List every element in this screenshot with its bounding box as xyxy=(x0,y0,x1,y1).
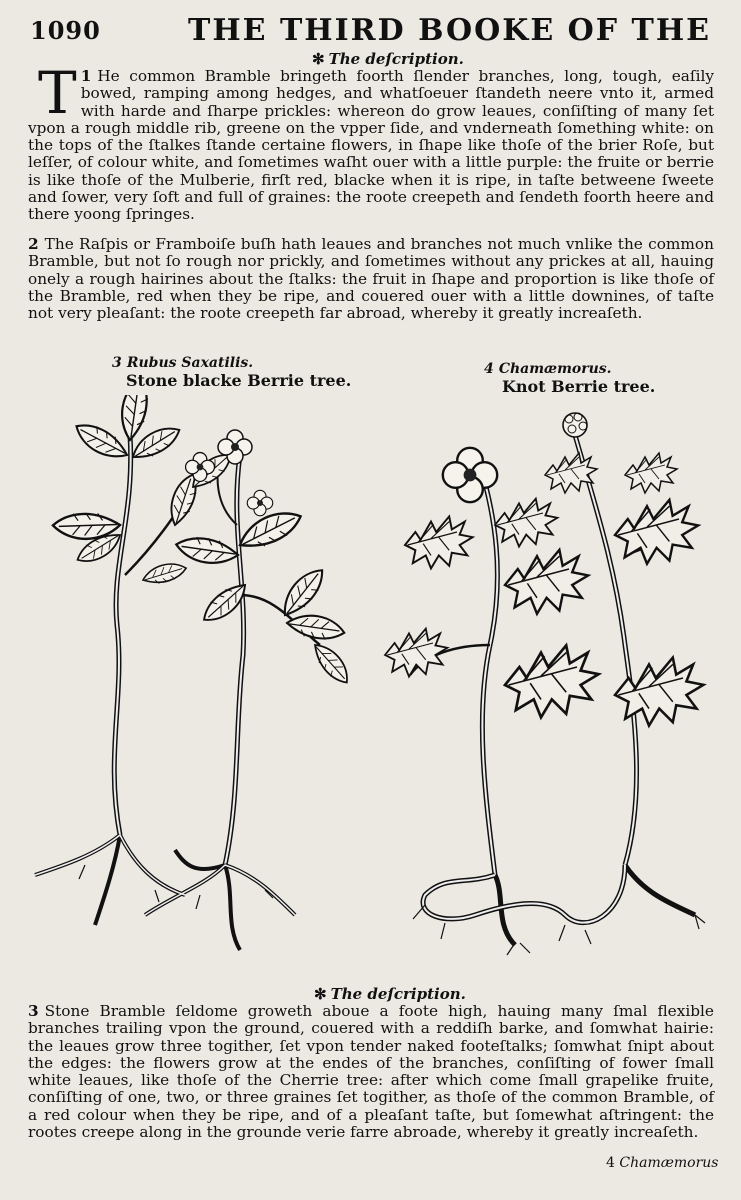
woodcut-svg xyxy=(25,395,725,965)
paragraph-number-3: 3 xyxy=(28,1002,39,1020)
catchword-number: 4 xyxy=(606,1155,615,1171)
woodcut-illustration-plate xyxy=(25,395,725,965)
section-heading-2 xyxy=(314,985,466,1003)
drop-cap-initial: T xyxy=(38,59,77,127)
figure-3-common-name: Stone blacke Berrie tree. xyxy=(126,371,352,390)
paragraph-3-text: Stone Bramble ſeldome groweth aboue a foote high, hauing many ſmal flexible branches trailing vpon the ground, couered with a reddiſh barke, and ſomwhat hairie: the leaues grow three togither, ſet vpon tender naked footeſtalks; ſomwhat ſnipt about the edges: the flowers grow at the endes of the branches, conſiſting of fower ſmall white leaues, like thoſe of the Cherrie tree: after which come ſmall grapelike fruite, conſiſting of one, two, or three graines ſet togither, as thoſe of the common Bramble, of a red colour when they be ripe, and of a pleaſant taſte, but ſomewhat aſtringent: the rootes creepe along in the grounde verie farre abroade, whereby it greatly increaſeth. xyxy=(28,1002,714,1142)
section-heading-1 xyxy=(312,50,464,68)
stone-bramble-woodcut xyxy=(35,395,352,950)
asterism-icon: ✻ xyxy=(312,50,325,68)
description-paragraph-3 xyxy=(28,1003,714,1141)
figure-3-number: 3 xyxy=(112,355,122,371)
figure-4-latin-name: Chamæmorus. xyxy=(498,361,612,377)
figure-caption-3 xyxy=(112,352,351,390)
figure-3-latin-name: Rubus Saxatilis. xyxy=(126,355,254,371)
knot-berrie-woodcut xyxy=(385,413,705,955)
figure-4-common-name: Knot Berrie tree. xyxy=(502,377,656,396)
catchword-text: Chamæmorus xyxy=(619,1155,719,1171)
page-number: 1090 xyxy=(30,16,101,45)
catchword xyxy=(606,1155,718,1171)
figure-caption-4 xyxy=(484,358,655,396)
paragraph-number-1: 1 xyxy=(80,67,92,85)
figure-4-number: 4 xyxy=(484,361,494,377)
page-header xyxy=(18,10,718,50)
running-title: THE THIRD BOOKE OF THE xyxy=(188,13,712,48)
asterism-icon-2: ✻ xyxy=(314,985,327,1003)
section-heading-1-text: The deſcription. xyxy=(328,50,464,68)
paragraph-number-2: 2 xyxy=(28,235,39,253)
section-heading-2-text: The deſcription. xyxy=(330,985,466,1003)
paragraph-1-text: He common Bramble bringeth foorth ſlender branches, long, tough, eaſily bowed, ramping among hedges, and whatſoeuer ſtandeth neere vnto it, armed with harde and ſharpe prickles: whereon do grow leaues, conſiſting of many ſet vpon a rough middle rib, greene on the vpper ſide, and vnderneath ſomething white: on the tops of the ſtalkes ſtande certaine flowers, in ſhape like thoſe of the brier Roſe, but leſſer, of colour white, and ſometimes waſht ouer with a little purple: the fruite or berrie is like thoſe of the Mulberie, firſt red, blacke when it is ripe, in taſte betweene ſweete and ſower, very ſoft and full of graines: the roote creepeth and ſendeth foorth heere and there yoong ſpringes. xyxy=(28,67,714,224)
paragraph-2-text: The Raſpis or Framboiſe buſh hath leaues and branches not much vnlike the common Bramble, but not ſo rough nor prickly, and ſometimes without any prickes at all, hauing onely a rough hairines about the ſtalks: the fruit in ſhape and proportion is like thoſe of the Bramble, red when they be ripe, and couered ouer with a little downines, of taſte not very pleaſant: the roote creepeth far abroad, whereby it greatly increaſeth. xyxy=(28,235,714,323)
description-paragraph-2 xyxy=(28,236,714,322)
